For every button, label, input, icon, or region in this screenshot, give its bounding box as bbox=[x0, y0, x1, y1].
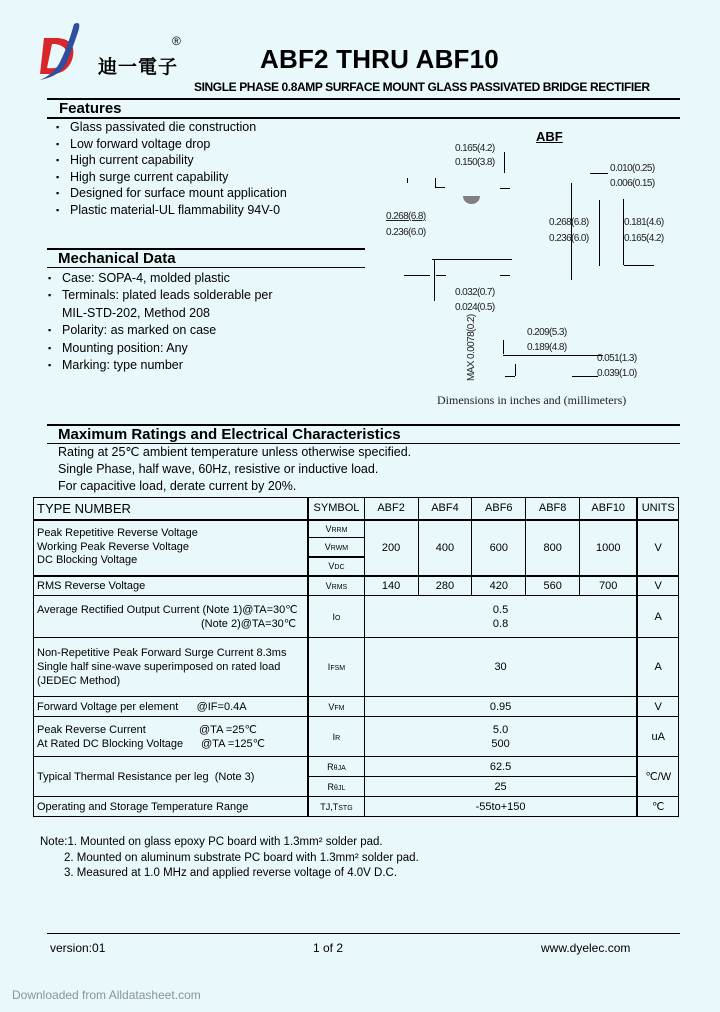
dim-label: 0.165(4.2) bbox=[455, 143, 495, 154]
list-item: ▪ Marking: type number bbox=[40, 357, 273, 374]
condition-line: For capacitive load, derate current by 20%. bbox=[58, 479, 297, 493]
list-item: ▪ Mounting position: Any bbox=[40, 340, 273, 357]
header-part: ABF4 bbox=[418, 498, 472, 520]
dim-label: 0.189(4.8) bbox=[527, 342, 567, 353]
table-row bbox=[34, 576, 679, 596]
value-cell: 1000 bbox=[580, 520, 638, 576]
ratings-table bbox=[33, 497, 679, 817]
footer-divider bbox=[47, 933, 680, 934]
dim-label: 0.039(1.0) bbox=[597, 368, 637, 379]
symbol-cell: VRWM bbox=[308, 538, 364, 557]
condition: @TA =25℃ bbox=[199, 723, 257, 736]
list-item: ▪ Designed for surface mount application bbox=[48, 185, 287, 202]
dim-label: 0.236(6.0) bbox=[386, 227, 426, 238]
list-item: ▪ High current capability bbox=[48, 152, 287, 169]
symbol-cell: VRMS bbox=[308, 576, 364, 596]
value-cell: 25 bbox=[364, 777, 637, 797]
value-cell bbox=[364, 596, 637, 638]
registered-mark: ® bbox=[172, 34, 181, 48]
list-item: ▪ Terminals: plated leads solderable per bbox=[40, 287, 273, 304]
value-cell: 600 bbox=[472, 520, 526, 576]
value-cell: -55to+150 bbox=[364, 797, 637, 817]
dim-label: 0.006(0.15) bbox=[610, 178, 655, 189]
symbol-cell: IFSM bbox=[308, 638, 364, 697]
value-cell: 30 bbox=[364, 638, 637, 697]
condition-line: Single Phase, half wave, 60Hz, resistive or inductive load. bbox=[58, 462, 379, 476]
list-item: ▪ Polarity: as marked on case bbox=[40, 322, 273, 339]
dim-label: 0.010(0.25) bbox=[610, 163, 655, 174]
symbol-cell: IR bbox=[308, 717, 364, 757]
param-line: Single half sine-wave superimposed on rated load bbox=[37, 661, 281, 673]
value-cell: 140 bbox=[364, 576, 418, 596]
symbol-cell: VRRM bbox=[308, 520, 364, 538]
condition: @TA =125℃ bbox=[201, 737, 265, 750]
param-line: Working Peak Reverse Voltage bbox=[37, 540, 190, 553]
dim-label: 0.051(1.3) bbox=[597, 353, 637, 364]
unit-cell: ℃ bbox=[637, 797, 678, 817]
param-line: At Rated DC Blocking Voltage bbox=[37, 737, 184, 750]
list-item: ▪ Glass passivated die construction bbox=[48, 119, 287, 136]
dim-label: 0.209(5.3) bbox=[527, 327, 567, 338]
list-item: ▪ Low forward voltage drop bbox=[48, 136, 287, 153]
header-part: ABF2 bbox=[364, 498, 418, 520]
param-line: Non-Repetitive Peak Forward Surge Current 8.3ms bbox=[37, 647, 287, 659]
dim-label: 0.024(0.5) bbox=[455, 302, 495, 313]
unit-cell: ℃/W bbox=[637, 757, 678, 797]
dim-label: 0.268(6.8) bbox=[549, 217, 589, 228]
table-row bbox=[34, 717, 679, 757]
dim-label: 0.165(4.2) bbox=[624, 233, 664, 244]
value-cell: 400 bbox=[418, 520, 472, 576]
param-cell: RMS Reverse Voltage bbox=[34, 576, 309, 596]
header-part: ABF8 bbox=[526, 498, 580, 520]
list-item: ▪ Plastic material-UL flammability 94V-0 bbox=[48, 202, 287, 219]
value-cell: 200 bbox=[364, 520, 418, 576]
param-line: Average Rectified Output Current (Note 1)@TA=30℃ bbox=[37, 603, 298, 616]
website-link[interactable]: www.dyelec.com bbox=[541, 941, 631, 955]
condition-line: Rating at 25℃ ambient temperature unless otherwise specified. bbox=[58, 445, 412, 459]
value-line: 0.5 bbox=[492, 603, 509, 616]
version-label: version:01 bbox=[50, 941, 106, 955]
param-line: (JEDEC Method) bbox=[37, 675, 121, 687]
table-row bbox=[34, 797, 679, 817]
header-type-number: TYPE NUMBER bbox=[34, 498, 309, 520]
table-row bbox=[34, 596, 679, 638]
value-cell: 0.95 bbox=[364, 697, 637, 717]
header-symbol: SYMBOL bbox=[308, 498, 364, 520]
ratings-conditions bbox=[58, 444, 411, 495]
param-line: DC Blocking Voltage bbox=[37, 554, 138, 567]
dy-logo-icon bbox=[36, 18, 106, 84]
unit-cell: V bbox=[637, 520, 678, 576]
param-cell: Forward Voltage per element @IF=0.4A bbox=[34, 697, 309, 717]
divider bbox=[47, 98, 680, 100]
table-row bbox=[34, 697, 679, 717]
value-cell: 420 bbox=[472, 576, 526, 596]
param-line: (Note 2)@TA=30℃ bbox=[201, 617, 297, 630]
mechanical-list bbox=[40, 270, 273, 374]
param-cell bbox=[34, 520, 309, 576]
value-cell: 280 bbox=[418, 576, 472, 596]
download-watermark: Downloaded from Alldatasheet.com bbox=[12, 988, 201, 1002]
symbol-cell: VDC bbox=[308, 557, 364, 576]
footnotes bbox=[40, 835, 419, 882]
page-title: ABF2 THRU ABF10 bbox=[260, 44, 499, 74]
polarity-notch bbox=[463, 196, 480, 204]
dim-label: MAX 0.0078(0.2) bbox=[466, 314, 477, 381]
header-part: ABF10 bbox=[580, 498, 638, 520]
features-list bbox=[48, 119, 287, 219]
value-line: 0.8 bbox=[492, 617, 509, 630]
symbol-cell: RθJA bbox=[308, 757, 364, 777]
value-cell: 800 bbox=[526, 520, 580, 576]
company-logo bbox=[36, 18, 186, 84]
value-line: 500 bbox=[491, 737, 510, 750]
dimensions-caption: Dimensions in inches and (millimeters) bbox=[437, 393, 627, 407]
param-line: Peak Reverse Current bbox=[37, 723, 146, 736]
value-cell: 560 bbox=[526, 576, 580, 596]
dim-label: 0.236(6.0) bbox=[549, 233, 589, 244]
param-cell: Operating and Storage Temperature Range bbox=[34, 797, 309, 817]
param-cell: Typical Thermal Resistance per leg (Note 3) bbox=[34, 757, 309, 797]
unit-cell: A bbox=[637, 638, 678, 697]
footnote: Note:1. Mounted on glass epoxy PC board with 1.3mm² solder pad. bbox=[40, 836, 383, 848]
header-units: UNITS bbox=[637, 498, 678, 520]
unit-cell: uA bbox=[637, 717, 678, 757]
value-cell: 700 bbox=[580, 576, 638, 596]
mechanical-heading: Mechanical Data bbox=[58, 250, 176, 267]
divider bbox=[47, 267, 365, 268]
symbol-cell: VFM bbox=[308, 697, 364, 717]
package-label: ABF bbox=[536, 129, 563, 144]
value-cell bbox=[364, 717, 637, 757]
param-cell bbox=[34, 638, 309, 697]
logo-chinese-name: 迪一電子 bbox=[98, 56, 179, 78]
dim-label: 0.268(6.8) bbox=[386, 211, 426, 222]
table-row bbox=[34, 638, 679, 697]
list-item: MIL-STD-202, Method 208 bbox=[62, 305, 210, 320]
unit-cell: V bbox=[637, 576, 678, 596]
page-number: 1 of 2 bbox=[313, 941, 344, 955]
page-subtitle: SINGLE PHASE 0.8AMP SURFACE MOUNT GLASS PASSIVATED BRIDGE RECTIFIER bbox=[194, 80, 650, 94]
value-cell: 62.5 bbox=[364, 757, 637, 777]
ratings-heading: Maximum Ratings and Electrical Characteristics bbox=[58, 426, 401, 443]
param-line: Peak Repetitive Reverse Voltage bbox=[37, 527, 198, 540]
value-line: 5.0 bbox=[492, 723, 509, 736]
features-heading: Features bbox=[59, 100, 122, 117]
dim-label: 0.150(3.8) bbox=[455, 157, 495, 168]
list-item: ▪ High surge current capability bbox=[48, 169, 287, 186]
table-row bbox=[34, 757, 679, 777]
footnote: 3. Measured at 1.0 MHz and applied reverse voltage of 4.0V D.C. bbox=[64, 867, 398, 879]
symbol-cell: IO bbox=[308, 596, 364, 638]
header-part: ABF6 bbox=[472, 498, 526, 520]
dim-label: 0.181(4.6) bbox=[624, 217, 664, 228]
dim-label: 0.032(0.7) bbox=[455, 287, 495, 298]
table-row bbox=[34, 520, 679, 538]
param-cell bbox=[34, 717, 309, 757]
symbol-cell: TJ,TSTG bbox=[308, 797, 364, 817]
footnote: 2. Mounted on aluminum substrate PC board with 1.3mm² solder pad. bbox=[64, 851, 419, 864]
unit-cell: V bbox=[637, 697, 678, 717]
symbol-cell: RθJL bbox=[308, 777, 364, 797]
table-header-row bbox=[34, 498, 679, 520]
param-cell bbox=[34, 596, 309, 638]
unit-cell: A bbox=[637, 596, 678, 638]
list-item: ▪ Case: SOPA-4, molded plastic bbox=[40, 270, 273, 287]
